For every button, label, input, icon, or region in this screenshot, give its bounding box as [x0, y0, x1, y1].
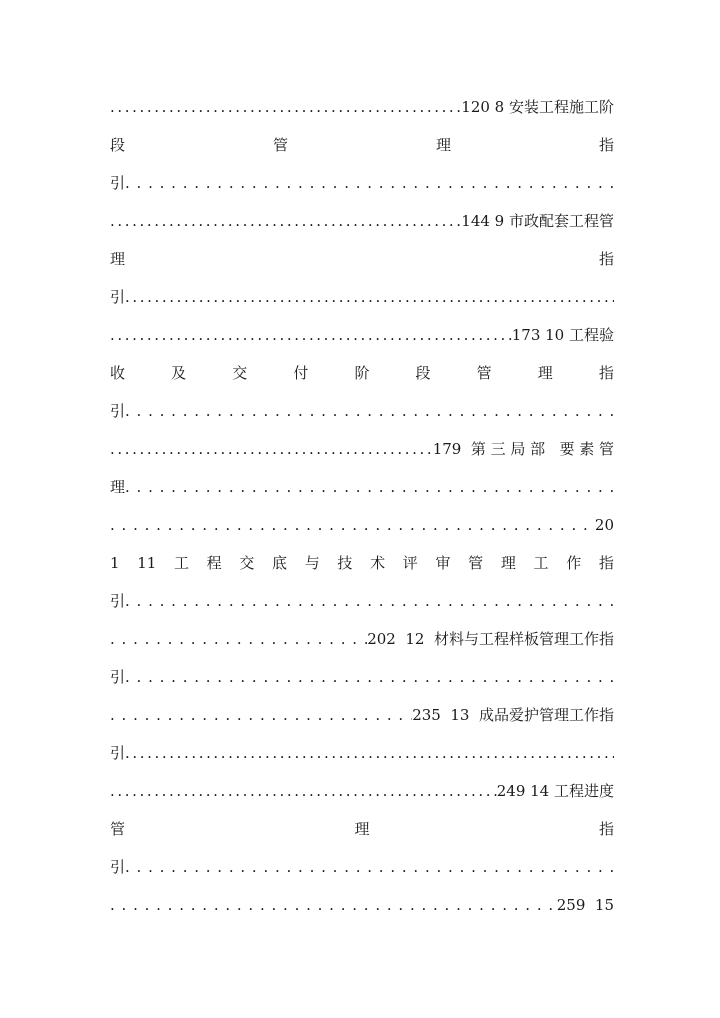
toc-line-20: [110, 810, 614, 848]
toc-char: 理: [110, 250, 126, 268]
toc-char: 指: [598, 250, 614, 268]
toc-char: 审: [435, 554, 451, 572]
dot-leader: [125, 848, 614, 886]
dot-leader: [110, 772, 497, 810]
dot-leader: [110, 88, 461, 126]
toc-line-13: [110, 544, 614, 582]
toc-char: 指: [598, 820, 614, 838]
toc-char: 底: [272, 554, 288, 572]
toc-char: 指: [598, 136, 614, 154]
toc-char: 阶: [354, 364, 370, 382]
dot-leader: [110, 506, 595, 544]
toc-char: 指: [598, 364, 614, 382]
toc-char: 交: [239, 554, 255, 572]
toc-line-16: [110, 658, 614, 696]
toc-entry-text: 179 第 三 局 部 要 素 管: [432, 440, 614, 458]
toc-char: 管: [272, 136, 288, 154]
toc-entry-text: 引: [110, 288, 126, 306]
toc-char: 管: [110, 820, 126, 838]
toc-line-12: [110, 506, 614, 544]
toc-entry-text: 259 15: [556, 896, 614, 914]
dot-leader: [125, 164, 614, 202]
dot-leader: [125, 658, 614, 696]
toc-char: 收: [110, 364, 126, 382]
toc-line-7: [110, 316, 614, 354]
toc-line-3: [110, 164, 614, 202]
toc-entry-text: 引: [110, 668, 126, 686]
toc-char: 作: [566, 554, 582, 572]
dot-leader: [110, 316, 512, 354]
toc-line-18: [110, 734, 614, 772]
toc-char: 技: [337, 554, 353, 572]
toc-char: 11: [137, 554, 157, 572]
toc-line-17: [110, 696, 614, 734]
toc-char: 段: [415, 364, 431, 382]
dot-leader: [125, 734, 614, 772]
toc-line-22: [110, 886, 614, 924]
toc-line-14: [110, 582, 614, 620]
toc-char: 理: [500, 554, 516, 572]
toc-entry-text: 235 13 成品爱护管理工作指: [412, 706, 614, 724]
toc-char: 及: [171, 364, 187, 382]
toc-char: 1: [110, 554, 120, 572]
toc-line-10: [110, 430, 614, 468]
dot-leader: [110, 202, 461, 240]
toc-char: 指: [598, 554, 614, 572]
toc-char: 术: [370, 554, 386, 572]
dot-leader: [125, 468, 614, 506]
toc-char: 段: [110, 136, 126, 154]
toc-entry-text: 引: [110, 402, 126, 420]
dot-leader: [110, 886, 557, 924]
toc-char: 与: [304, 554, 320, 572]
toc-line-21: [110, 848, 614, 886]
toc-char: 程: [206, 554, 222, 572]
toc-char: 工: [173, 554, 189, 572]
toc-entry-text: 引: [110, 174, 126, 192]
toc-char: 工: [533, 554, 549, 572]
toc-line-9: [110, 392, 614, 430]
dot-leader: [125, 392, 614, 430]
toc-char: 管: [468, 554, 484, 572]
toc-entry-text: 理: [110, 478, 126, 496]
toc-line-2: [110, 126, 614, 164]
toc-line-19: [110, 772, 614, 810]
toc-page: [110, 88, 614, 924]
toc-line-11: [110, 468, 614, 506]
dot-leader: [125, 278, 614, 316]
dot-leader: [110, 430, 433, 468]
toc-char: 管: [476, 364, 492, 382]
toc-char: 理: [435, 136, 451, 154]
toc-entry-text: 144 9 市政配套工程管: [461, 212, 614, 230]
toc-line-5: [110, 240, 614, 278]
toc-line-6: [110, 278, 614, 316]
toc-entry-text: 引: [110, 744, 126, 762]
toc-entry-text: 引: [110, 592, 126, 610]
toc-entry-text: 202 12 材料与工程样板管理工作指: [367, 630, 614, 648]
toc-char: 交: [232, 364, 248, 382]
toc-line-4: [110, 202, 614, 240]
toc-char: 理: [537, 364, 553, 382]
toc-entry-text: 引: [110, 858, 126, 876]
toc-line-1: [110, 88, 614, 126]
toc-entry-text: 249 14 工程进度: [496, 782, 614, 800]
toc-entry-text: 173 10 工程验: [511, 326, 614, 344]
toc-char: 付: [293, 364, 309, 382]
toc-entry-text: 120 8 安装工程施工阶: [461, 98, 614, 116]
toc-char: 评: [402, 554, 418, 572]
toc-line-8: [110, 354, 614, 392]
dot-leader: [110, 696, 412, 734]
toc-entry-text: 20: [594, 516, 614, 534]
dot-leader: [125, 582, 614, 620]
toc-line-15: [110, 620, 614, 658]
dot-leader: [110, 620, 367, 658]
toc-char: 理: [354, 820, 370, 838]
